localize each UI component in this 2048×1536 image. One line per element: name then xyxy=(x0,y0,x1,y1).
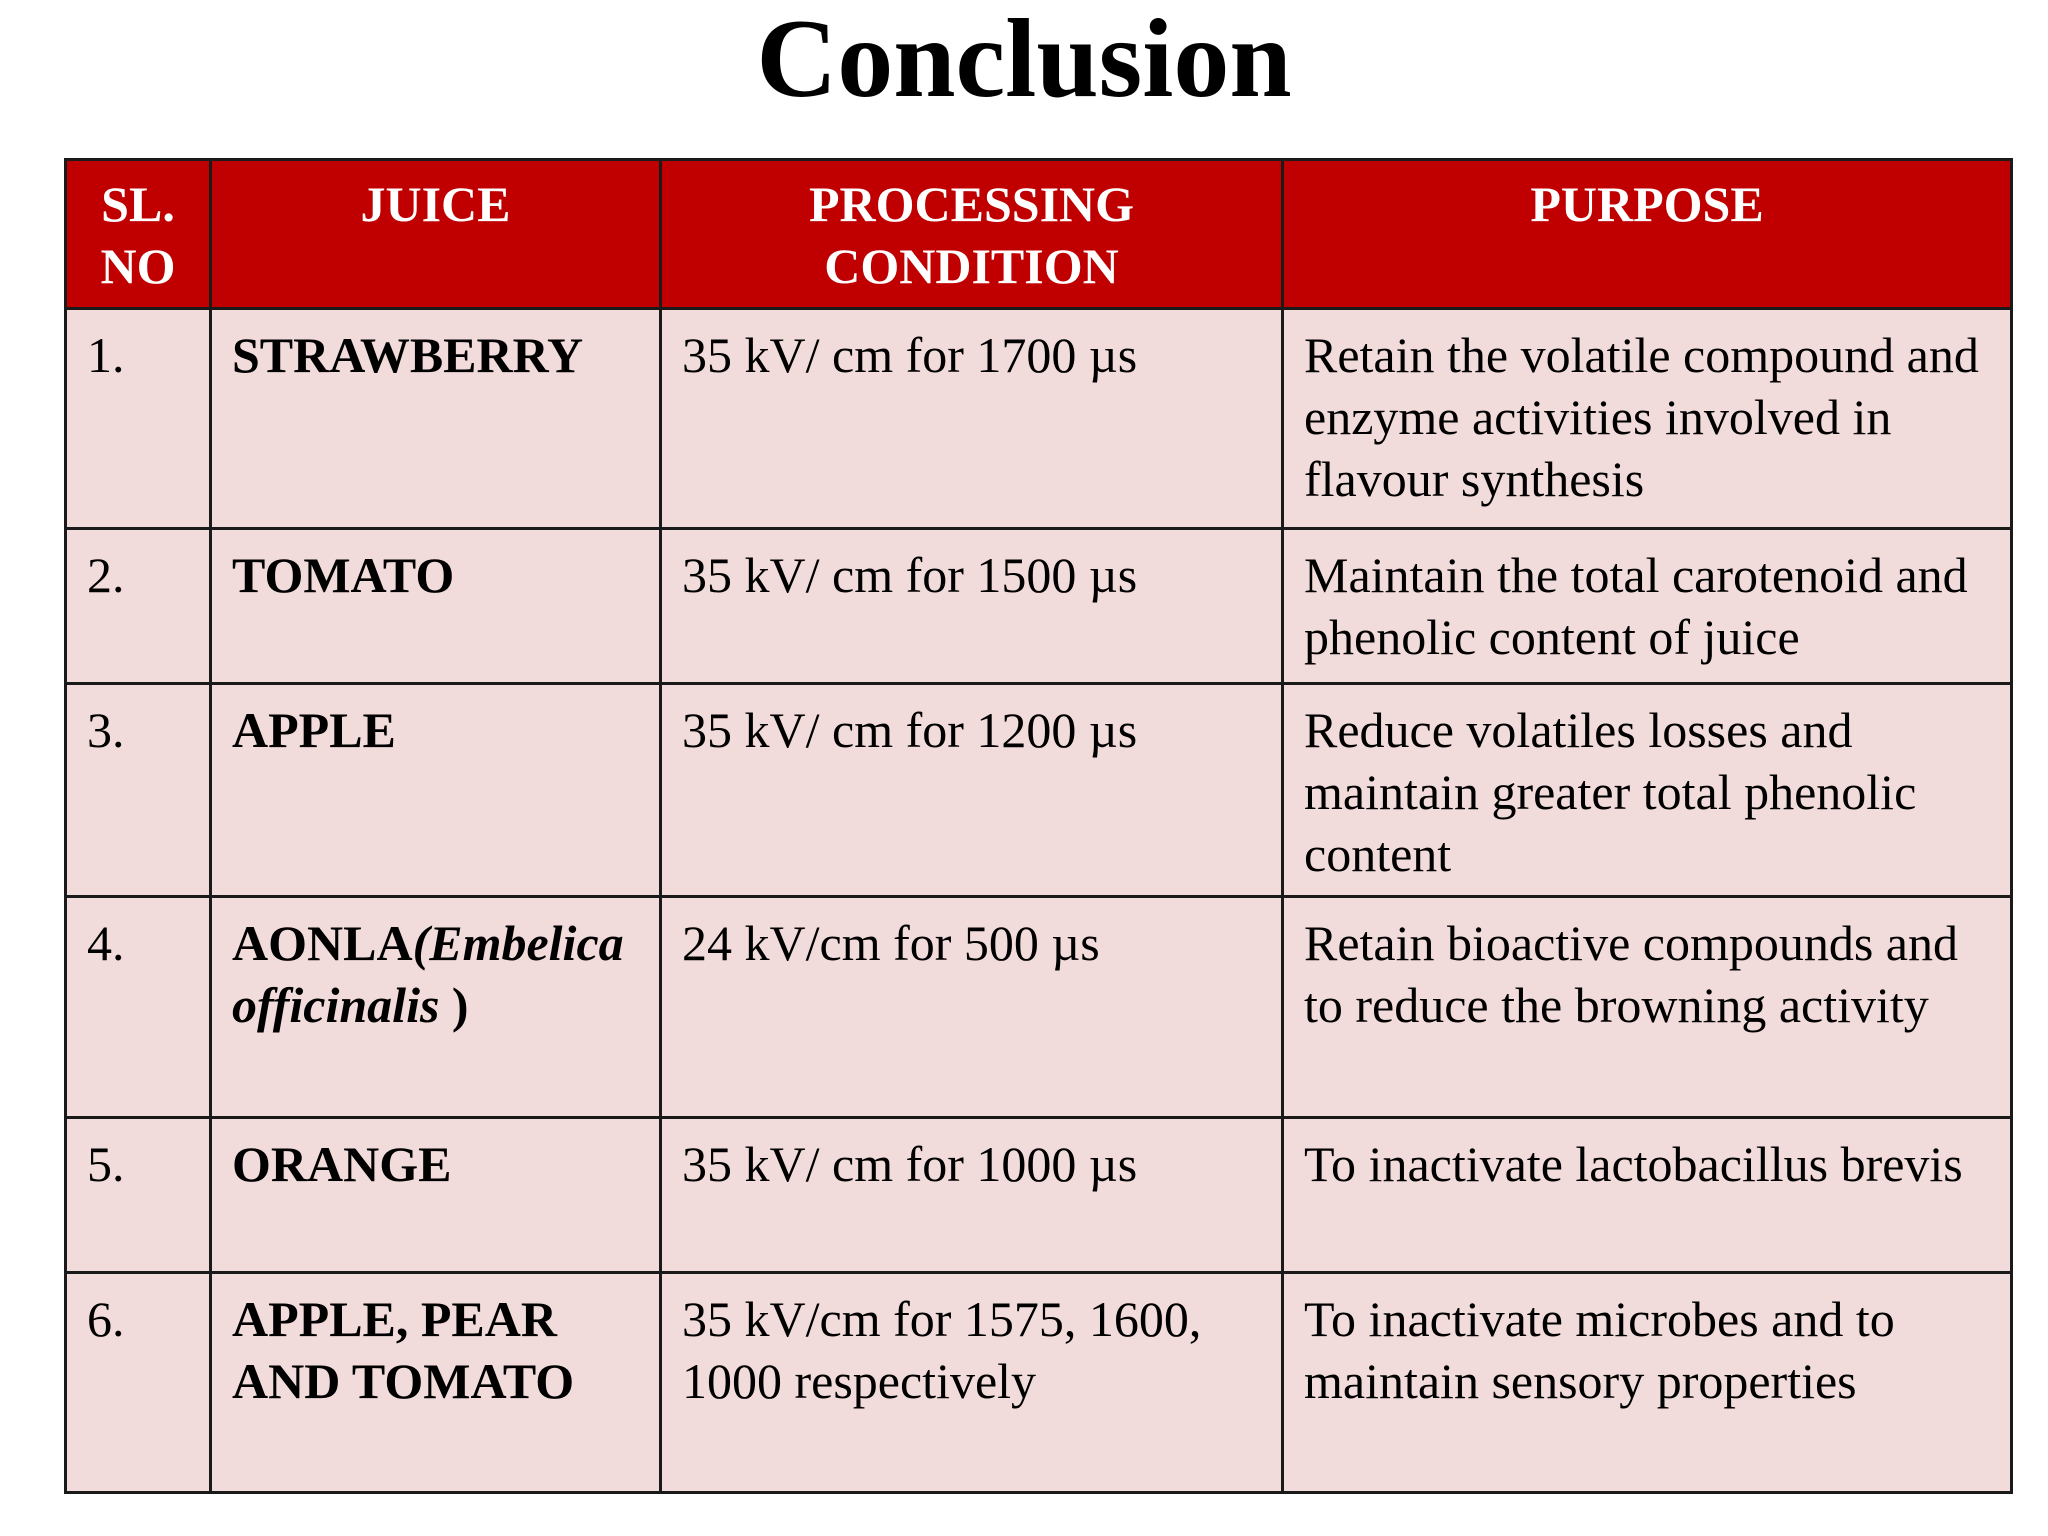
processing-condition-cell: 35 kV/ cm for 1700 µs xyxy=(661,309,1283,529)
sl-number-cell: 6. xyxy=(66,1273,211,1493)
sl-number-cell: 3. xyxy=(66,684,211,897)
processing-condition-cell: 24 kV/cm for 500 µs xyxy=(661,897,1283,1118)
header-purpose: PURPOSE xyxy=(1283,160,2012,309)
conclusion-table xyxy=(64,158,2013,1494)
header-sl-no: SL. NO xyxy=(66,160,211,309)
sl-number-cell: 1. xyxy=(66,309,211,529)
sl-number-cell: 4. xyxy=(66,897,211,1118)
processing-condition-cell: 35 kV/ cm for 1500 µs xyxy=(661,529,1283,684)
sl-number-cell: 5. xyxy=(66,1118,211,1273)
sl-number-cell: 2. xyxy=(66,529,211,684)
purpose-cell: To inactivate microbes and to maintain sensory properties xyxy=(1283,1273,2012,1493)
juice-cell: APPLE, PEAR AND TOMATO xyxy=(211,1273,661,1493)
table-header-row xyxy=(66,160,2012,309)
juice-scientific-name: (Embelica officinalis xyxy=(232,915,624,1033)
table-row xyxy=(66,1273,2012,1493)
purpose-cell: To inactivate lactobacillus brevis xyxy=(1283,1118,2012,1273)
table-row xyxy=(66,684,2012,897)
purpose-cell: Maintain the total carotenoid and phenolic content of juice xyxy=(1283,529,2012,684)
page-title: Conclusion xyxy=(756,0,1292,121)
header-juice: JUICE xyxy=(211,160,661,309)
processing-condition-cell: 35 kV/ cm for 1000 µs xyxy=(661,1118,1283,1273)
juice-cell: TOMATO xyxy=(211,529,661,684)
processing-condition-cell: 35 kV/cm for 1575, 1600, 1000 respectively xyxy=(661,1273,1283,1493)
juice-cell: APPLE xyxy=(211,684,661,897)
table-row xyxy=(66,309,2012,529)
purpose-cell: Reduce volatiles losses and maintain greater total phenolic content xyxy=(1283,684,2012,897)
purpose-cell: Retain the volatile compound and enzyme activities involved in flavour synthesis xyxy=(1283,309,2012,529)
juice-cell: ORANGE xyxy=(211,1118,661,1273)
juice-common-name: AONLA xyxy=(232,915,413,971)
juice-cell: STRAWBERRY xyxy=(211,309,661,529)
table-row xyxy=(66,1118,2012,1273)
table-row xyxy=(66,529,2012,684)
header-processing-condition: PROCESSING CONDITION xyxy=(661,160,1283,309)
processing-condition-cell: 35 kV/ cm for 1200 µs xyxy=(661,684,1283,897)
juice-name-close: ) xyxy=(439,977,469,1033)
purpose-cell: Retain bioactive compounds and to reduce the browning activity xyxy=(1283,897,2012,1118)
table-row xyxy=(66,897,2012,1118)
juice-cell xyxy=(211,897,661,1118)
